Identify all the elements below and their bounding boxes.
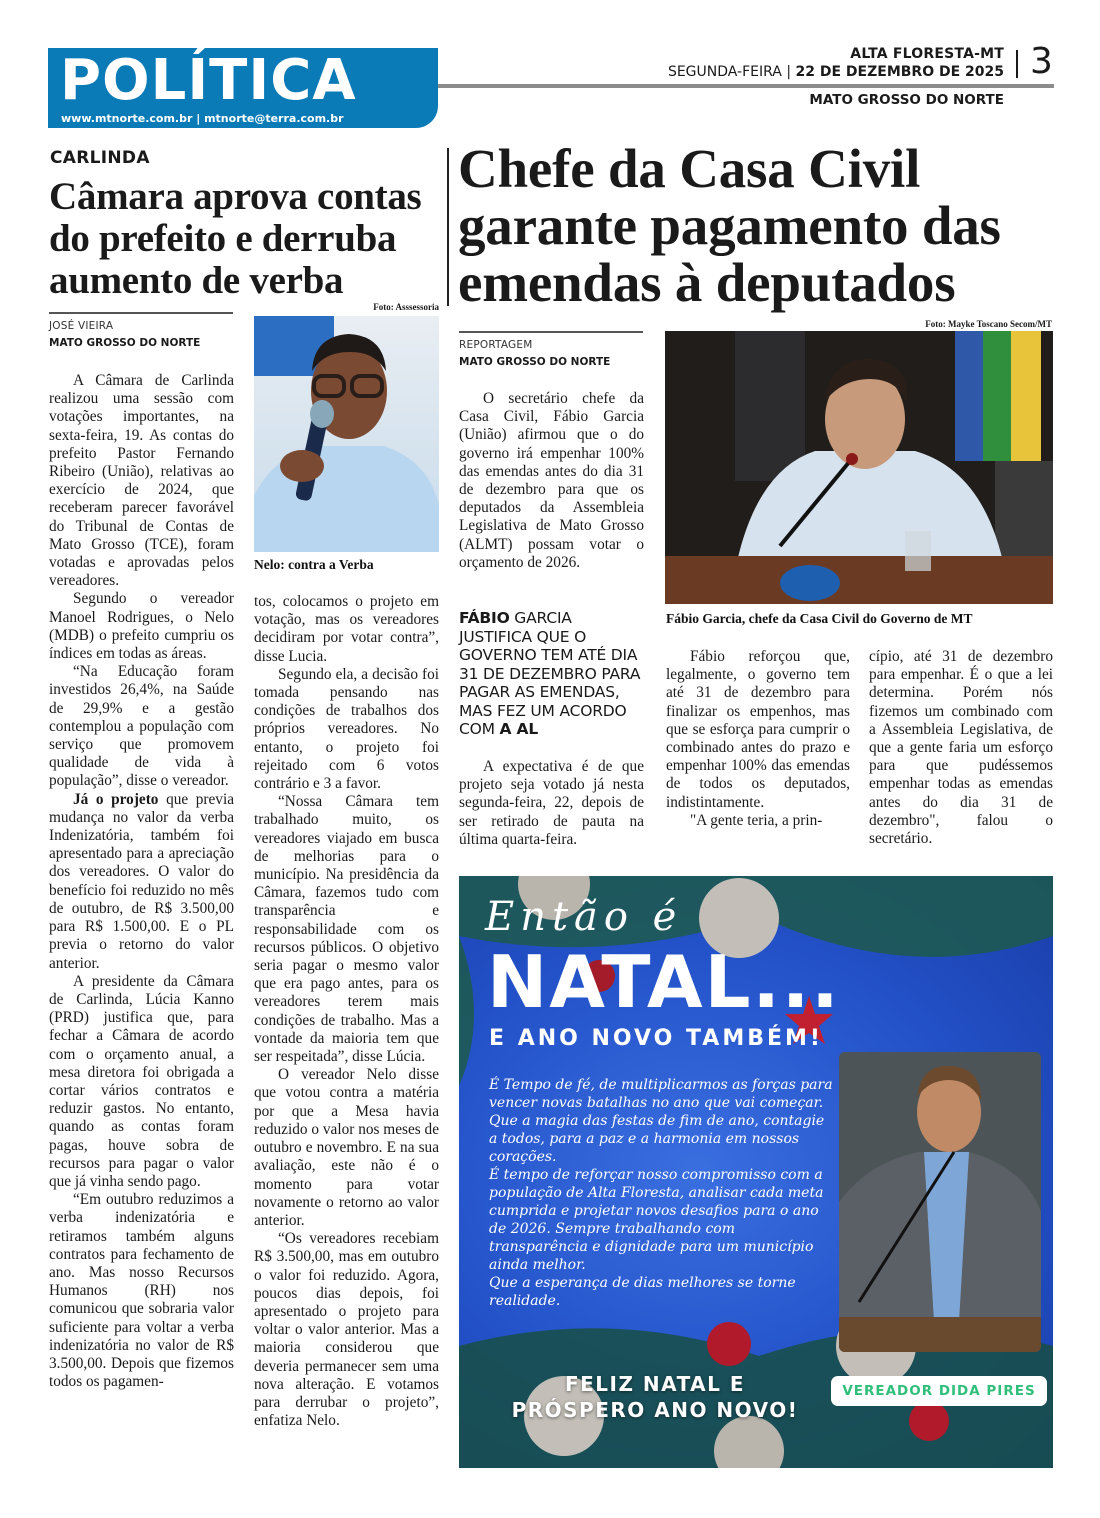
paragraph <box>49 791 234 973</box>
ad-greeting-line: PRÓSPERO ANO NOVO! <box>511 1398 799 1422</box>
pull-quote-bold-start: FÁBIO <box>459 609 510 627</box>
paragraph: “Os vereadores recebiam R$ 3.500,00, mas em outubro o valor foi reduzido. Agora, poucos dias depois, foi apresentado o projeto para voltar o valor anterior. Mas a maioria considerou que deveria permanecer sem uma nova alteração. E votamos para derrubar o projeto”, enfatiza Nelo. <box>254 1230 439 1430</box>
press-microphone <box>780 565 840 601</box>
flag-blue <box>955 331 985 461</box>
right-article-column-c <box>869 648 1053 848</box>
pull-quote-text: GARCIA JUSTIFICA QUE O GOVERNO TEM ATÉ DIA 31 DE DEZEMBRO PARA PAGAR AS EMENDAS, MAS FEZ UM ACORDO COM <box>459 609 641 738</box>
header-rule <box>438 84 1054 88</box>
byline-organization: MATO GROSSO DO NORTE <box>459 356 611 368</box>
ad-subtitle: E ANO NOVO TAMBÉM! <box>489 1026 823 1051</box>
flag-green <box>983 331 1013 461</box>
paragraph: “Em outubro reduzimos a verba indenizatória e retiramos também alguns contratos para fechamento de ano. Mas nosso Recursos Humanos (RH) nos comunicou que sobraria valor suficiente para voltar a verba indenizatória no valor de R$ 3.500,00. Depois que fizemos todos os pagamen- <box>49 1191 234 1391</box>
ad-title: NATAL... <box>487 940 841 1024</box>
red-ornament <box>909 1401 949 1441</box>
hand <box>280 450 324 482</box>
newspaper-name: MATO GROSSO DO NORTE <box>809 92 1004 108</box>
ad-greeting <box>495 1371 815 1423</box>
water-glass <box>905 531 931 571</box>
ad-greeting-line: FELIZ NATAL E <box>564 1372 746 1396</box>
weekday: SEGUNDA-FEIRA <box>667 64 782 80</box>
microphone-head <box>310 400 334 428</box>
dateline: SEGUNDA-FEIRA | 22 DE DEZEMBRO DE 2025 <box>667 64 1004 80</box>
flag-yellow <box>1011 331 1041 461</box>
page-number: 3 <box>1030 41 1053 82</box>
paragraph: O secretário chefe da Casa Civil, Fábio Garcia (União) afirmou que o do governo irá empenhar 100% das emendas antes do dia 31 de dezembro para que os deputados da Assembleia Legislativa de Mato Grosso (ALMT) possam votar o orçamento de 2026. <box>459 390 644 571</box>
councilor-portrait <box>839 1052 1041 1352</box>
paragraph: A presidente da Câmara de Carlinda, Lúcia Kanno (PRD) justifica que, para fechar a Câmara de acordo com o orçamento anual, a mesa diretora foi obrigada a cortar vários contratos e reduzir gastos. No entanto, quando as contas foram pagas, houve sobra de recursos para pagar o valor que já vinha sendo pago. <box>49 972 234 1190</box>
pull-quote <box>459 609 649 739</box>
nelo-photo-illustration <box>254 316 439 552</box>
ad-message <box>489 1076 834 1310</box>
chair <box>995 461 1053 571</box>
ad-message-paragraph: É tempo de reforçar nosso compromisso com a população de Alta Floresta, analisar cada meta cumprida e projetar novos desafios para o ano de 2026. Sempre trabalhando com transparência e dignidade para um município ainda melhor. <box>489 1167 824 1273</box>
right-article-column-a <box>459 758 644 849</box>
photo-credit: Foto: Asssessoria <box>373 302 439 312</box>
desk <box>665 556 1053 604</box>
paragraph: O vereador Nelo disse que votou contra a matéria por que a Mesa havia reduzido o valor nos meses de outubro e novembro. E na sua avaliação, este não é o momento para votar novamente o retorno ao valor anterior. <box>254 1066 439 1229</box>
header-separator <box>1016 50 1018 78</box>
contact-info: www.mtnorte.com.br | mtnorte@terra.com.br <box>61 112 344 125</box>
ad-message-paragraph: É Tempo de fé, de multiplicarmos as forças para vencer novas batalhas no ano que vai começar. Que a magia das festas de fim de ano, contagie a todos, para a paz e a harmonia em nossos corações. <box>489 1077 833 1165</box>
microphone-tip <box>846 453 858 465</box>
byline-author: JOSÉ VIEIRA <box>49 320 114 332</box>
nelo-photo <box>254 316 439 552</box>
ad-script-title: Então é <box>485 894 683 940</box>
red-ornament <box>707 1322 751 1366</box>
section-masthead <box>48 48 438 128</box>
paragraph: “Na Educação foram investidos 26,4%, na Saúde de 29,9% e a gestão contemplou a população com serviço que promovem qualidade de vida à população”, disse o vereador. <box>49 663 234 790</box>
paragraph: Fábio reforçou que, legalmente, o governo tem até 31 de dezembro para finalizar os empenhos, mas que se esforça para cumprir o combinado antes do prazo e empenhar 100% das emendas de todos os deputados, indistintamente. <box>666 648 850 811</box>
standing-person <box>735 331 805 481</box>
left-headline: Câmara aprova contas do prefeito e derruba aumento de verba <box>49 175 422 302</box>
councilor-portrait-illustration <box>839 1052 1041 1352</box>
photo-credit: Foto: Mayke Toscano Secom/MT <box>925 319 1052 329</box>
podium <box>839 1317 1041 1352</box>
councilor-name-badge: VEREADOR DIDA PIRES <box>831 1376 1047 1406</box>
right-article-column-b <box>666 648 850 830</box>
byline-author: REPORTAGEM <box>459 339 533 351</box>
right-photo-caption: Fábio Garcia, chefe da Casa Civil do Governo de MT <box>666 611 973 626</box>
bold-lead: Já o projeto <box>73 790 159 808</box>
paragraph: tos, colocamos o projeto em votação, mas os vereadores decidiram por votar contra”, disse Lucia. <box>254 593 439 665</box>
right-headline: Chefe da Casa Civil garante pagamento das emendas à deputados <box>458 138 1001 313</box>
byline-organization: MATO GROSSO DO NORTE <box>49 337 201 349</box>
right-article-intro <box>459 390 644 572</box>
paragraph: A Câmara de Carlinda realizou uma sessão com votações importantes, na sexta-feira, 19. As contas do prefeito Pastor Fernando Ribeiro (União), relativas ao exercício de 2024, que receberam parecer favorável do Tribunal de Contas de Mato Grosso (TCE), foram votadas e aprovadas pelos vereadores. <box>49 372 234 590</box>
paragraph-text: que previa mudança no valor da verba Indenizatória, também foi apresentado para a apreciação dos vereadores. O valor do benefício foi reduzido no mês de outubro, de R$ 3.500,00 para R$ 1.500,00. E o PL previa o retorno do valor anterior. <box>49 790 234 972</box>
city-label: ALTA FLORESTA-MT <box>850 46 1004 62</box>
paragraph: “Nossa Câmara tem trabalhado muito, os vereadores viajado em busca de melhorias para o município. Na presidência da Câmara, fazemos tudo com transparência e responsabilidade com os recursos públicos. O objetivo seria pagar o mesmo valor que era pago antes, para os vereadores terem mais condições de trabalho. Mas a vontade da maioria tem que ser respeitada”, disse Lúcia. <box>254 793 439 1066</box>
column-divider <box>447 148 449 306</box>
left-article-column-2 <box>254 593 439 1430</box>
section-title: POLÍTICA <box>60 48 357 113</box>
byline-rule <box>459 331 643 333</box>
paragraph: cípio, até 31 de dezembro para empenhar. É o que a lei determina. Porém nós fizemos um combinado com a Assembleia Legislativa, de que a gente faria um esforço para que pudéssemos empenhar todas as emendas antes do dia 31 de dezembro", falou o secretário. <box>869 648 1053 848</box>
fabio-photo-illustration <box>665 331 1053 604</box>
paragraph: A expectativa é de que projeto seja votado já nesta segunda-feira, 22, depois de ser retirado de pauta na última quarta-feira. <box>459 758 644 848</box>
article-kicker: CARLINDA <box>50 148 150 168</box>
byline-rule <box>49 312 233 314</box>
pull-quote-bold-end: A AL <box>499 720 538 738</box>
paragraph: Segundo o vereador Manoel Rodrigues, o Nelo (MDB) o prefeito cumpriu os índices em todas as áreas. <box>49 590 234 663</box>
fabio-photo <box>665 331 1053 604</box>
paragraph: "A gente teria, a prin- <box>690 811 823 829</box>
ad-message-paragraph: Que a esperança de dias melhores se torne realidade. <box>489 1275 796 1309</box>
left-photo-caption: Nelo: contra a Verba <box>254 557 374 572</box>
date: 22 DE DEZEMBRO DE 2025 <box>795 64 1004 80</box>
christmas-advertisement <box>459 876 1053 1468</box>
left-article-column-1 <box>49 372 234 1391</box>
paragraph: Segundo ela, a decisão foi tomada pensando nas condições de trabalhos dos próprios vereadores. No entanto, o projeto foi rejeitado com 6 votos contrário e 3 a favor. <box>254 665 439 793</box>
